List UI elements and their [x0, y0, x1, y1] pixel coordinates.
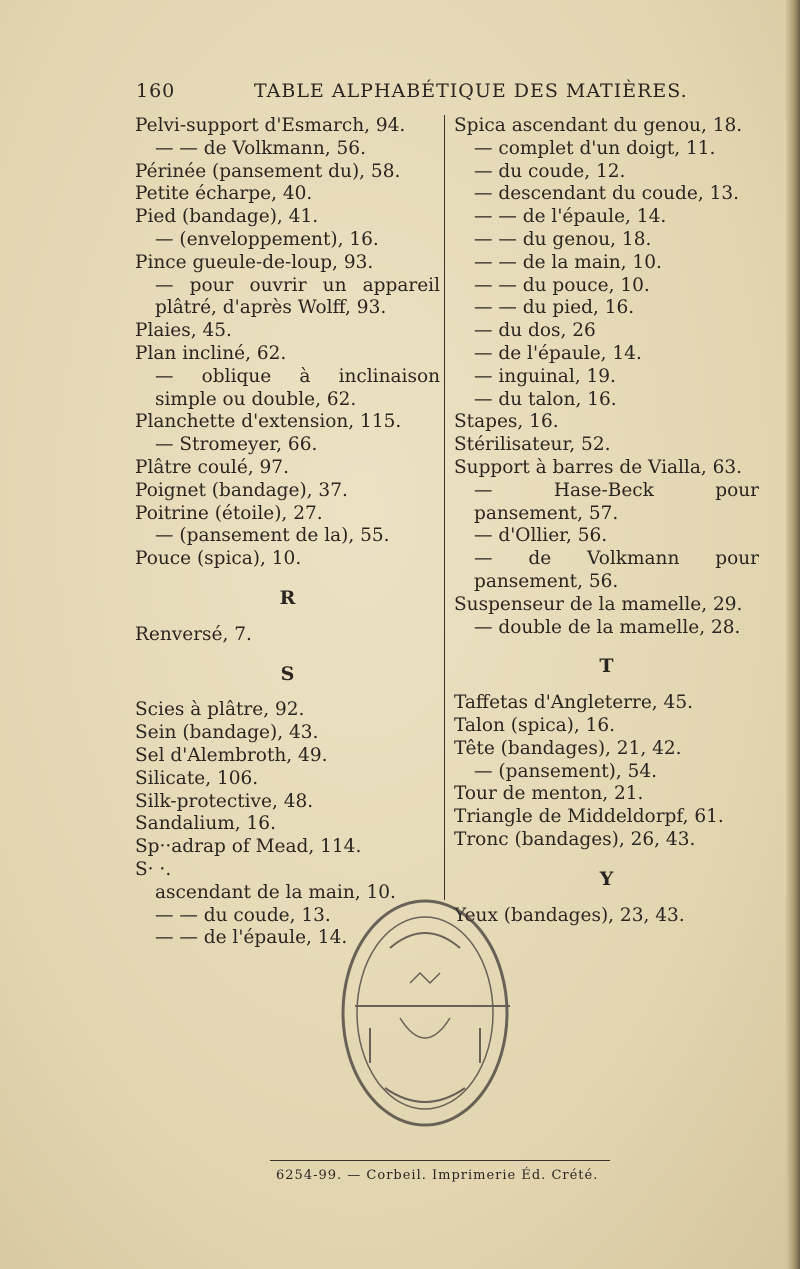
- section-letter-r: R: [279, 586, 296, 609]
- index-entry: Stérilisateur, 52.: [454, 434, 611, 456]
- index-entry: — — de l'épaule, 14.: [474, 206, 667, 228]
- index-entry: Yeux (bandages), 23, 43.: [454, 904, 685, 926]
- index-entry: Poignet (bandage), 37.: [135, 479, 348, 501]
- index-entry: — d'Ollier, 56.: [474, 525, 608, 547]
- printer-imprint: 6254-99. — Corbeil. Imprimerie Éd. Crété.: [276, 1168, 599, 1183]
- index-entry: Support à barres de Vialla, 63.: [454, 456, 743, 478]
- index-entry: Spica ascendant du genou, 18.: [454, 115, 743, 136]
- section-letter-s: S: [280, 662, 295, 685]
- index-entry: — de l'épaule, 14.: [474, 342, 642, 364]
- page-edge: [786, 0, 800, 1269]
- index-entry: — — du genou, 18.: [474, 228, 652, 250]
- index-entry: — — de l'épaule, 14.: [155, 927, 348, 949]
- index-entry: — complet d'un doigt, 11.: [474, 137, 716, 159]
- index-entry: Sp··adrap of Mead, 114.: [135, 836, 362, 858]
- index-column-right: [454, 115, 759, 927]
- index-entry: Silk-protective, 48.: [135, 790, 314, 812]
- index-entry: — — de Volkmann, 56.: [155, 137, 366, 159]
- index-entry: Renversé, 7.: [135, 623, 252, 645]
- index-entry: Pouce (spica), 10.: [135, 548, 302, 570]
- index-entry: Stapes, 16.: [454, 411, 559, 433]
- index-entry: Tête (bandages), 21, 42.: [454, 737, 682, 759]
- index-entry: Tour de menton, 21.: [454, 783, 644, 805]
- index-entry: Talon (spica), 16.: [454, 714, 616, 736]
- index-entry: — Hase-Beck pour pansement, 57.: [474, 479, 759, 524]
- index-entry: — inguinal, 19.: [474, 365, 616, 387]
- index-entry: — du coude, 12.: [474, 160, 626, 182]
- index-entry: — du talon, 16.: [474, 388, 617, 410]
- index-entry: ascendant de la main, 10.: [155, 881, 396, 903]
- column-divider: [444, 115, 445, 900]
- index-entry: Planchette d'extension, 115.: [135, 411, 402, 433]
- index-entry: Pied (bandage), 41.: [135, 206, 319, 228]
- index-entry: — (pansement de la), 55.: [155, 525, 390, 547]
- index-entry: — — de la main, 10.: [474, 251, 662, 273]
- index-entry: Scies à plâtre, 92.: [135, 699, 305, 721]
- index-entry: Tronc (bandages), 26, 43.: [454, 828, 696, 850]
- section-letter-t: T: [599, 655, 614, 678]
- index-entry: — descendant du coude, 13.: [474, 183, 740, 205]
- index-column-left: [135, 115, 440, 950]
- index-entry: — du dos, 26: [474, 320, 596, 342]
- index-entry: — Stromeyer, 66.: [155, 434, 318, 456]
- library-stamp-icon: [335, 888, 515, 1133]
- index-entry: — (pansement), 54.: [474, 760, 658, 782]
- index-entry: Pince gueule-de-loup, 93.: [135, 251, 374, 273]
- index-entry: — double de la mamelle, 28.: [474, 616, 741, 638]
- page-number: 160: [136, 80, 176, 102]
- index-entry: Sandalium, 16.: [135, 813, 276, 835]
- index-entry: Plaies, 45.: [135, 320, 232, 342]
- index-entry: S· ·.: [135, 858, 172, 880]
- index-entry: Plan incliné, 62.: [135, 342, 287, 364]
- page-title: TABLE ALPHABÉTIQUE DES MATIÈRES.: [254, 80, 688, 102]
- index-entry: Périnée (pansement du), 58.: [135, 160, 401, 182]
- index-entry: — — du pouce, 10.: [474, 274, 650, 296]
- index-entry: — (enveloppement), 16.: [155, 228, 379, 250]
- index-entry: Petite écharpe, 40.: [135, 183, 313, 205]
- index-entry: Taffetas d'Angleterre, 45.: [454, 692, 693, 714]
- index-entry: — de Volkmann pour pansement, 56.: [474, 548, 759, 592]
- index-entry: Sein (bandage), 43.: [135, 722, 319, 744]
- index-entry: Poitrine (étoile), 27.: [135, 502, 323, 524]
- index-entry: Silicate, 106.: [135, 767, 259, 789]
- section-letter-y: Y: [599, 867, 614, 890]
- index-entry: Sel d'Alembroth, 49.: [135, 744, 328, 766]
- index-entry: Triangle de Middeldorpf, 61.: [454, 806, 724, 828]
- index-entry: Plâtre coulé, 97.: [135, 456, 289, 478]
- index-entry: — oblique à inclinaison simple ou double, 62.: [155, 365, 440, 410]
- index-entry: Pelvi-support d'Esmarch, 94.: [135, 115, 406, 136]
- index-entry: — — du coude, 13.: [155, 904, 331, 926]
- index-entry: — — du pied, 16.: [474, 297, 635, 319]
- footer-rule: [270, 1160, 610, 1161]
- index-entry: — pour ouvrir un appareil plâtré, d'après Wolff, 93.: [155, 274, 440, 319]
- index-entry: Suspenseur de la mamelle, 29.: [454, 593, 743, 615]
